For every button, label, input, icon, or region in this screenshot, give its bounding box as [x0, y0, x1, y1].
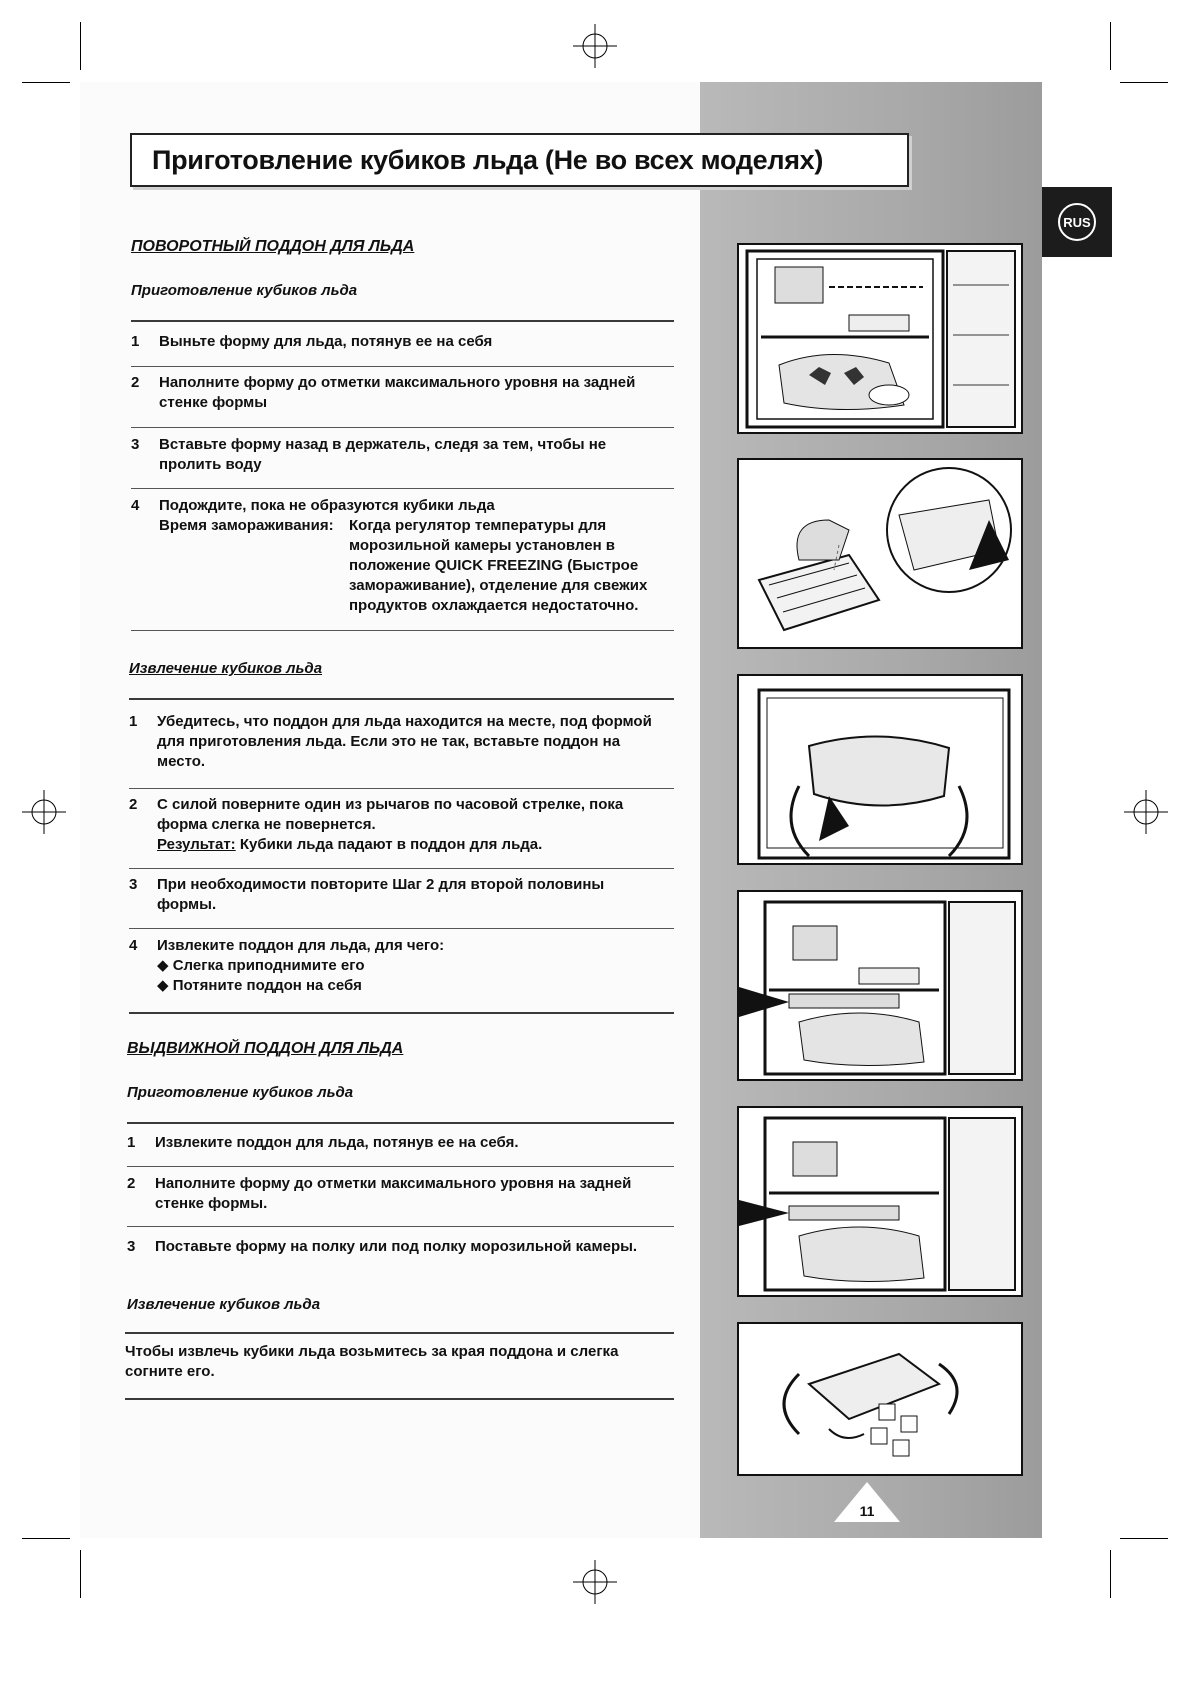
illustration-slide-tray-under-shelf — [737, 890, 1023, 1081]
illustration-rotary-tray — [737, 243, 1023, 434]
illustration-slide-tray-on-shelf — [737, 1106, 1023, 1297]
crop-mark — [1110, 1550, 1111, 1598]
fill-tray-illustration — [739, 460, 1021, 647]
slide-tray-illustration — [739, 892, 1021, 1079]
language-tab: RUS — [1042, 187, 1112, 257]
divider — [129, 788, 674, 789]
rotary-removing-step-2: 2 С силой поверните один из рычагов по часовой стрелке, пока форма слегка не повернется. Результат: Кубики льда падают в поддон для льда. — [129, 796, 624, 853]
divider — [131, 427, 674, 428]
crop-mark — [22, 82, 70, 83]
crop-mark — [22, 1538, 70, 1539]
rotary-removing-heading: Извлечение кубиков льда — [129, 660, 323, 677]
registration-mark-bottom — [573, 1560, 617, 1604]
slide-removing-text: Чтобы извлечь кубики льда возьмитесь за края поддона и слегка согните его. — [125, 1343, 619, 1380]
crop-mark — [80, 1550, 81, 1598]
slide-making-step-2: 2 Наполните форму до отметки максимального уровня на задней стенке формы. — [127, 1175, 632, 1212]
slide-making-step-1: 1 Извлеките поддон для льда, потянув ее на себя. — [127, 1134, 519, 1151]
divider — [125, 1332, 674, 1334]
list-item: ◆ Потяните поддон на себя — [157, 977, 362, 994]
twist-tray-illustration — [739, 1324, 1021, 1474]
rotary-removing-step-4: 4 Извлеките поддон для льда, для чего: ◆ Слегка приподнимите его ◆ Потяните поддон на себя — [129, 937, 445, 994]
rotary-making-step-2: 2 Наполните форму до отметки максимального уровня на задней стенке формы — [131, 374, 636, 411]
divider — [129, 698, 674, 700]
page-number: 11 — [859, 1503, 875, 1519]
list-item: ◆ Слегка приподнимите его — [157, 957, 365, 974]
rotary-removing-step-1: 1 Убедитесь, что поддон для льда находится на месте, под формой для приготовления льда. Если это не так, вставьте поддон на место. — [129, 713, 652, 770]
divider — [131, 320, 674, 322]
slide-tray-shelf-illustration — [739, 1108, 1021, 1295]
rotary-making-step-1: 1 Выньте форму для льда, потянув ее на себя — [131, 333, 493, 350]
registration-mark-right — [1124, 790, 1168, 834]
slide-making-step-3: 3 Поставьте форму на полку или под полку морозильной камеры. — [127, 1238, 638, 1255]
slide-making-heading: Приготовление кубиков льда — [127, 1084, 354, 1101]
divider — [127, 1122, 674, 1124]
divider — [127, 1166, 674, 1167]
divider — [131, 630, 674, 631]
page-title: Приготовление кубиков льда (Не во всех моделях) — [152, 145, 824, 175]
rotary-making-heading: Приготовление кубиков льда — [131, 282, 358, 299]
slide-heading: ВЫДВИЖНОЙ ПОДДОН ДЛЯ ЛЬДА — [127, 1040, 404, 1057]
crop-mark — [1110, 22, 1111, 70]
rotary-removing-step-3: 3 При необходимости повторите Шаг 2 для второй половины формы. — [129, 876, 605, 913]
illustration-fill-tray — [737, 458, 1023, 649]
registration-mark-top — [573, 24, 617, 68]
title-box — [130, 133, 909, 187]
slide-removing-heading: Извлечение кубиков льда — [127, 1296, 321, 1313]
rotary-heading: ПОВОРОТНЫЙ ПОДДОН ДЛЯ ЛЬДА — [131, 238, 415, 255]
illustration-twist-tray — [737, 1322, 1023, 1476]
registration-mark-left — [22, 790, 66, 834]
remove-tray-illustration — [739, 676, 1021, 863]
illustration-remove-tray — [737, 674, 1023, 865]
crop-mark — [80, 22, 81, 70]
rotary-making-step-4: 4 Подождите, пока не образуются кубики льда Время замораживания: Когда регулятор температуры для морозильной камеры установлен в положение QUICK FREEZING (Быстрое замораживание), отделение для свежих продуктов охлаждается недостаточно. — [131, 497, 648, 614]
divider — [131, 488, 674, 489]
crop-mark — [1120, 1538, 1168, 1539]
crop-mark — [1120, 82, 1168, 83]
divider — [127, 1226, 674, 1227]
divider — [131, 366, 674, 367]
divider — [129, 928, 674, 929]
rotary-making-step-3: 3 Вставьте форму назад в держатель, следя за тем, чтобы не пролить воду — [131, 436, 607, 473]
divider — [129, 1012, 674, 1014]
divider — [129, 868, 674, 869]
divider — [125, 1398, 674, 1400]
fridge-freezer-illustration — [739, 245, 1021, 432]
page-number-badge — [832, 1480, 902, 1524]
